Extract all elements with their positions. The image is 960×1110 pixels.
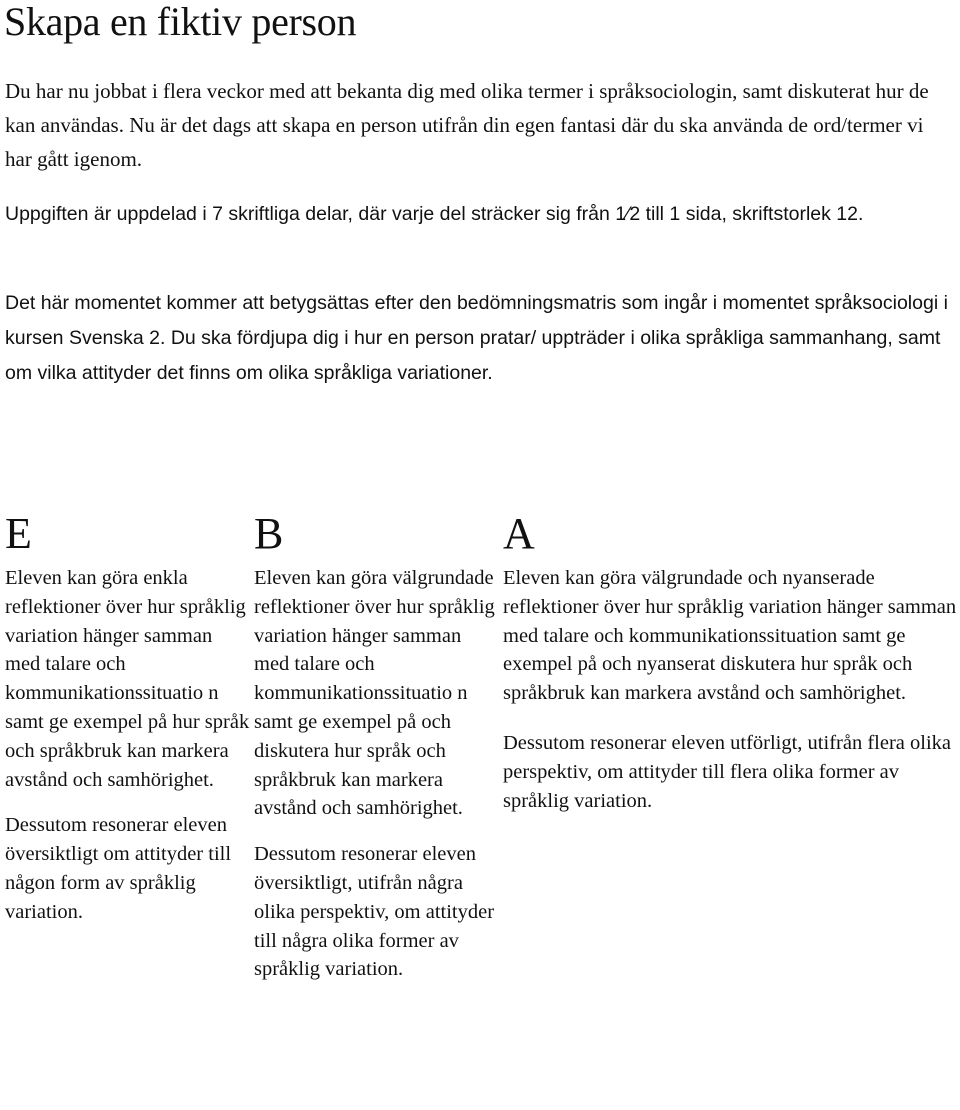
grade-column-a xyxy=(503,504,958,815)
grade-column-b xyxy=(254,504,499,984)
grade-criteria-paragraph: Dessutom resonerar eleven utförligt, utifrån flera olika perspektiv, om attityder till flera olika former av språklig variation. xyxy=(503,731,951,812)
grade-criteria-paragraph: Eleven kan göra välgrundade och nyanserade reflektioner över hur språklig variation hänger samman med talare och kommunikationssituation samt ge exempel på och nyanserat diskutera hur språk och språkbruk kan markera avstånd och samhörighet. xyxy=(503,567,957,705)
task-info-paragraph: Uppgiften är uppdelad i 7 skriftliga delar, där varje del sträcker sig från 1⁄2 till 1 sida, skriftstorlek 12. xyxy=(5,203,864,225)
grade-criteria-paragraph: Dessutom resonerar eleven översiktligt, utifrån några olika perspektiv, om attityder till några olika former av språklig variation. xyxy=(254,843,495,981)
grade-criteria-paragraph: Dessutom resonerar eleven översiktligt om attityder till någon form av språklig variation. xyxy=(5,814,232,923)
grade-column-e xyxy=(5,504,250,927)
grade-heading: A xyxy=(503,509,535,558)
assessment-info-paragraph: Det här momentet kommer att betygsättas efter den bedömningsmatris som ingår i momentet språksociologi i kursen Svenska 2. Du ska fördjupa dig i hur en person pratar/ uppträder i olika språkliga sammanhang, samt om vilka attityder det finns om olika språkliga variationer. xyxy=(5,292,948,384)
grade-heading: B xyxy=(254,509,284,558)
intro-paragraph: Du har nu jobbat i flera veckor med att bekanta dig med olika termer i språksociologin, samt diskuterat hur de kan användas. Nu är det dags att skapa en person utifrån din egen fantasi där du ska använda de ord/termer vi har gått igenom. xyxy=(5,79,929,171)
grade-criteria-paragraph: Eleven kan göra enkla reflektioner över hur språklig variation hänger samman med talare och kommunikationssituatio n samt ge exempel på hur språk och språkbruk kan markera avstånd och samhörighet. xyxy=(5,567,250,791)
grade-criteria-paragraph: Eleven kan göra välgrundade reflektioner över hur språklig variation hänger samman med talare och kommunikationssituatio n samt ge exempel på och diskutera hur språk och språkbruk kan markera avstånd och samhörighet. xyxy=(254,567,495,820)
page-title: Skapa en fiktiv person xyxy=(4,0,357,44)
grade-heading: E xyxy=(5,509,32,558)
